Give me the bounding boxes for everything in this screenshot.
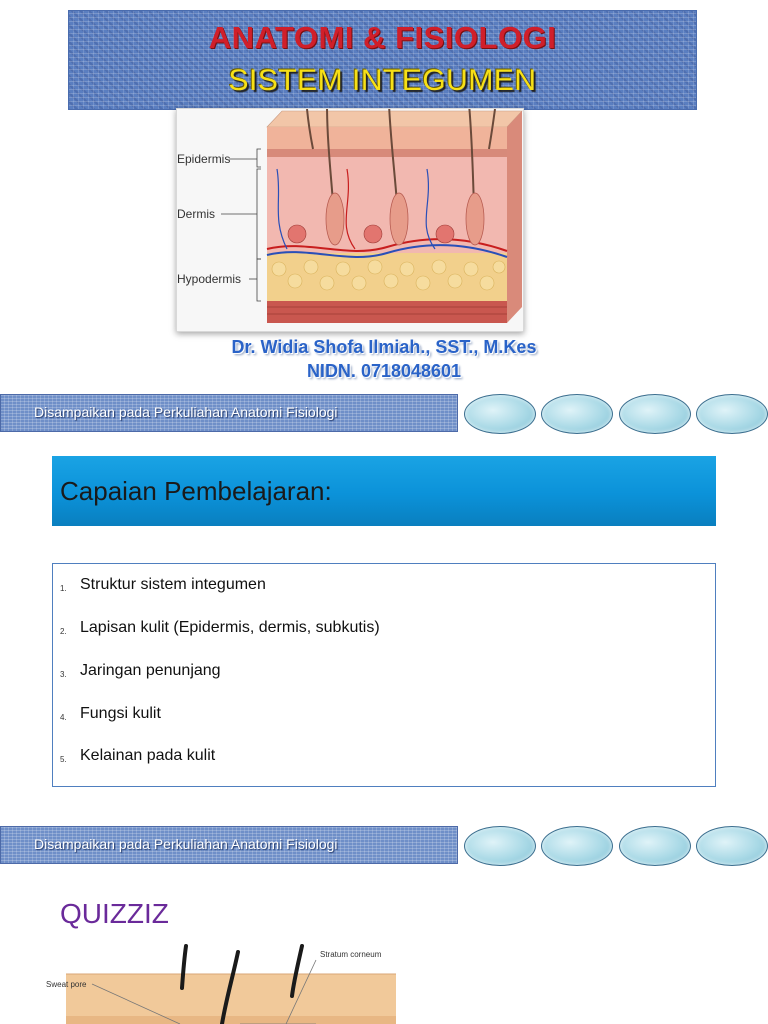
label-hypodermis: Hypodermis	[177, 272, 242, 286]
bubble-decoration-1	[464, 394, 536, 434]
label-sweat-pore: Sweat pore	[46, 980, 87, 989]
label-epidermis: Epidermis	[177, 152, 231, 166]
quiz-heading: QUIZZIZ	[60, 898, 169, 929]
slide-title: ANATOMI & FISIOLOGI	[208, 20, 557, 55]
slide-subtitle: SISTEM INTEGUMEN	[228, 64, 537, 97]
list-item-number: 1.	[60, 584, 67, 593]
label-stratum-corneum: Stratum corneum	[320, 950, 382, 959]
skin-layers-illustration	[177, 109, 523, 331]
list-item-number: 3.	[60, 670, 67, 679]
author-name: Dr. Widia Shofa Ilmiah., SST., M.Kes	[231, 337, 537, 357]
label-dermis: Dermis	[177, 207, 215, 221]
list-item: Struktur sistem integumen	[80, 576, 266, 593]
bubble-decoration-2	[541, 394, 613, 434]
skin-cross-section-figure	[176, 108, 524, 332]
skin-surface-figure	[0, 940, 410, 1024]
list-item: Lapisan kulit (Epidermis, dermis, subkutis)	[80, 619, 380, 636]
bubble-decoration-3	[619, 394, 691, 434]
bubble-decoration-4	[696, 394, 768, 434]
list-item-number: 2.	[60, 627, 67, 636]
list-item-number: 5.	[60, 755, 67, 764]
list-item-number: 4.	[60, 713, 67, 722]
list-item: Kelainan pada kulit	[80, 747, 216, 764]
author-nidn: NIDN. 0718048601	[306, 361, 462, 381]
bubble-decoration-2	[541, 826, 613, 866]
bubble-decoration-1	[464, 826, 536, 866]
footer-text: Disampaikan pada Perkuliahan Anatomi Fisiologi	[34, 404, 338, 420]
bubble-decoration-3	[619, 826, 691, 866]
bubble-decoration-4	[696, 826, 768, 866]
footer-text: Disampaikan pada Perkuliahan Anatomi Fisiologi	[34, 836, 338, 852]
list-item: Fungsi kulit	[80, 705, 161, 722]
section-heading: Capaian Pembelajaran:	[60, 476, 332, 506]
list-item: Jaringan penunjang	[80, 662, 221, 679]
